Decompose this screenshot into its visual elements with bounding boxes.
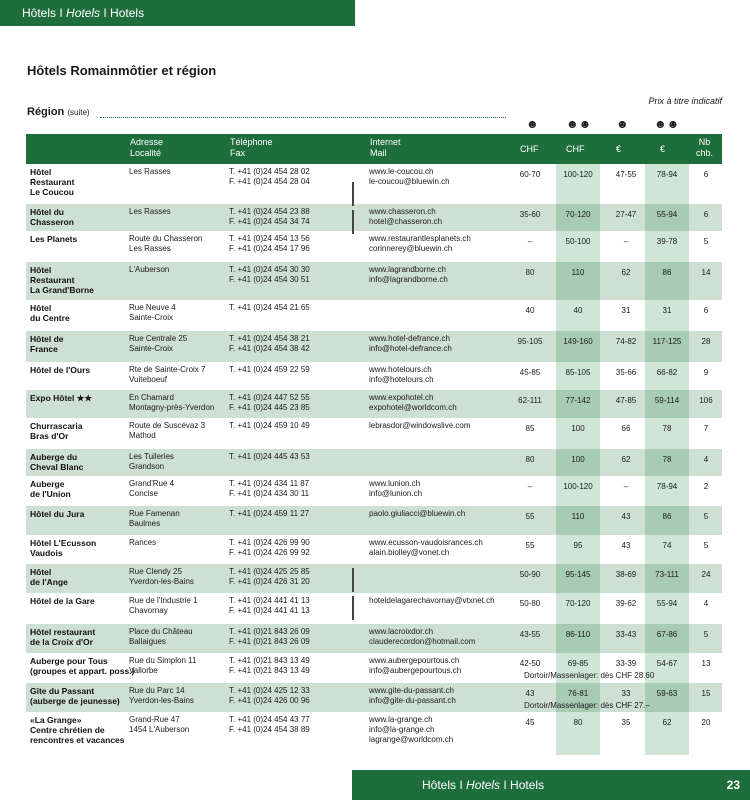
- internet-mail: www.ecusson-vaudoisrances.ch alain.biolley@vonet.ch: [369, 538, 483, 557]
- hotel-name: Hôtel de la Gare: [30, 596, 95, 606]
- price-p3: 38-69: [615, 570, 637, 579]
- price-p1: 55: [525, 512, 535, 521]
- price-p2: 100-120: [563, 482, 593, 491]
- price-p3: 35: [621, 718, 631, 727]
- table-row: [26, 624, 722, 653]
- table-row: [26, 300, 722, 331]
- price-p4: 78-94: [656, 170, 678, 179]
- price-p2: 85-105: [565, 368, 591, 377]
- address: Route du Chasseron Les Rasses: [129, 234, 203, 253]
- table-row: [26, 476, 722, 506]
- col-eur-2: €: [660, 144, 666, 154]
- internet-mail: paolo.giuliacci@bluewin.ch: [369, 509, 466, 518]
- price-p1: 85: [525, 424, 535, 433]
- hotel-name: Auberge de l'Union: [30, 479, 71, 499]
- phone-fax: T. +41 (0)24 426 99 90 F. +41 (0)24 426 99 92: [229, 538, 310, 557]
- price-p3: 35-66: [615, 368, 637, 377]
- price-p3: 39-62: [615, 599, 637, 608]
- rooms-count: 13: [701, 659, 711, 668]
- internet-mail: www.restaurantlesplanets.ch corinnerey@bluewin.ch: [369, 234, 471, 253]
- address: Rances: [129, 538, 157, 547]
- price-p1: 35-60: [519, 210, 541, 219]
- price-p4: 78-94: [656, 482, 678, 491]
- smiley-icon: ☻: [616, 117, 629, 131]
- column-separator: [352, 210, 354, 234]
- rooms-count: 4: [703, 455, 709, 464]
- region-label: Région: [27, 106, 65, 118]
- rooms-count: 28: [701, 337, 711, 346]
- dotted-divider: [100, 117, 506, 118]
- internet-mail: www.la-grange.ch info@la-grange.ch lagrange@worldcom.ch: [369, 715, 454, 744]
- phone-fax: T. +41 (0)24 454 23 88 F. +41 (0)24 454 34 74: [229, 207, 310, 226]
- hotel-name: Expo Hôtel ★★: [30, 393, 92, 403]
- phone-fax: T. +41 (0)24 441 41 13 F. +41 (0)24 441 41 13: [229, 596, 310, 615]
- phone-fax: T. +41 (0)24 454 21 65: [229, 303, 310, 312]
- table-row: [26, 362, 722, 390]
- price-p2: 110: [571, 512, 585, 521]
- hotel-name: Les Planets: [30, 234, 78, 244]
- smiley-icon: ☻☻: [566, 117, 592, 131]
- col-chf-1: CHF: [520, 144, 539, 154]
- rooms-count: 106: [699, 396, 713, 405]
- price-p1: 95-105: [517, 337, 543, 346]
- price-p1: 50-80: [519, 599, 541, 608]
- address: Les Tuileries Grandson: [129, 452, 174, 471]
- price-p2: 100: [571, 455, 585, 464]
- bottom-footer-bar: [352, 770, 750, 800]
- phone-fax: T. +41 (0)24 459 22 59: [229, 365, 310, 374]
- price-p4: 55-94: [656, 599, 678, 608]
- address: Les Rasses: [129, 167, 171, 176]
- price-p4: 55-94: [656, 210, 678, 219]
- phone-fax: T. +41 (0)24 447 52 55 F. +41 (0)24 445 23 85: [229, 393, 310, 412]
- phone-fax: T. +41 (0)24 425 25 85 F. +41 (0)24 426 31 20: [229, 567, 310, 586]
- table-row: [26, 593, 722, 624]
- price-p2: 40: [573, 306, 583, 315]
- price-p4: 54-67: [656, 659, 678, 668]
- col-eur-1: €: [616, 144, 622, 154]
- address: Rue Centrale 25 Sainte-Croix: [129, 334, 188, 353]
- table-row: [26, 418, 722, 449]
- hotel-name: «La Grange» Centre chrétien de rencontres et vacances: [30, 715, 125, 745]
- price-p3: 74-82: [615, 337, 637, 346]
- price-p2: 149-160: [563, 337, 593, 346]
- price-p2: 86-110: [565, 630, 591, 639]
- price-p4: 62: [662, 718, 672, 727]
- price-p2: 95-145: [565, 570, 591, 579]
- header-mid: Hotels: [66, 6, 101, 20]
- column-separator: [352, 182, 354, 206]
- hotel-name: Churrascaria Bras d'Or: [30, 421, 83, 441]
- col-tel: Téléphone Fax: [230, 137, 273, 158]
- hotel-name: Hôtel restaurant de la Croix d'Or: [30, 627, 96, 647]
- internet-mail: www.hotelours.ch info@hotelours.ch: [369, 365, 434, 384]
- footer-suffix: I Hotels: [503, 778, 545, 792]
- price-p3: –: [623, 482, 629, 491]
- table-row: [26, 653, 722, 683]
- price-p4: 86: [662, 268, 672, 277]
- internet-mail: lebrasdor@windowslive.com: [369, 421, 471, 430]
- price-p3: 62: [621, 455, 631, 464]
- price-p4: 39-78: [656, 237, 678, 246]
- table-row: [26, 164, 722, 204]
- footer-label: [422, 770, 544, 800]
- rooms-count: 5: [703, 512, 709, 521]
- header-suffix: I Hotels: [103, 6, 145, 20]
- smiley-icon: ☻: [526, 117, 539, 131]
- internet-mail: www.chasseron.ch hotel@chasseron.ch: [369, 207, 443, 226]
- phone-fax: T. +41 (0)24 454 30 30 F. +41 (0)24 454 30 51: [229, 265, 310, 284]
- hotel-name: Hôtel de France: [30, 334, 64, 354]
- price-p4: 59-114: [654, 396, 680, 405]
- price-p1: 62-111: [518, 396, 542, 405]
- table-header: [26, 134, 722, 164]
- phone-fax: T. +41 (0)24 454 13 56 F. +41 (0)24 454 17 96: [229, 234, 310, 253]
- table-row: [26, 331, 722, 362]
- internet-mail: www.lacroixdor.ch clauderecordon@hotmail.com: [369, 627, 476, 646]
- phone-fax: T. +41 (0)24 454 28 02 F. +41 (0)24 454 28 04: [229, 167, 310, 186]
- price-p3: 47-85: [615, 396, 637, 405]
- price-p3: 31: [621, 306, 631, 315]
- rooms-count: 4: [703, 599, 709, 608]
- address: Grand-Rue 47 1454 L'Auberson: [129, 715, 190, 734]
- price-p1: 60-70: [519, 170, 541, 179]
- address: Grand'Rue 4 Concise: [129, 479, 175, 498]
- phone-fax: T. +41 (0)24 454 38 21 F. +41 (0)24 454 38 42: [229, 334, 310, 353]
- price-p4: 66-82: [656, 368, 678, 377]
- table-row: [26, 712, 722, 757]
- price-note: Prix à titre indicatif: [648, 96, 722, 106]
- price-p1: 43-55: [519, 630, 541, 639]
- price-p4: 74: [662, 541, 672, 550]
- hotel-name: Hôtel du Centre: [30, 303, 70, 323]
- hotel-name: Hôtel L'Ecusson Vaudois: [30, 538, 97, 558]
- price-p1: 45-85: [519, 368, 541, 377]
- internet-mail: www.hotel-defrance.ch info@hotel-defrance.ch: [369, 334, 452, 353]
- address: Rue du Simplon 11 Vallorbe: [129, 656, 197, 675]
- hotel-name: Hôtel du Chasseron: [30, 207, 74, 227]
- rooms-count: 14: [701, 268, 711, 277]
- internet-mail: www.le-coucou.ch le-coucou@bluewin.ch: [369, 167, 450, 186]
- price-p3: 27-47: [615, 210, 637, 219]
- footer-prefix: Hôtels I: [422, 778, 463, 792]
- price-p2: 70-120: [565, 599, 591, 608]
- phone-fax: T. +41 (0)24 445 43 53: [229, 452, 310, 461]
- rooms-count: 6: [703, 170, 709, 179]
- address: Rue Famenan Baulmes: [129, 509, 180, 528]
- col-chf-2: CHF: [566, 144, 585, 154]
- column-separator: [352, 596, 354, 620]
- dormitory-note: Dortoir/Massenlager: dès CHF 27.–: [524, 701, 650, 710]
- table-row: [26, 449, 722, 476]
- rooms-count: 7: [703, 424, 709, 433]
- price-p3: 43: [621, 541, 631, 550]
- rooms-count: 5: [703, 541, 709, 550]
- top-header-bar: [0, 0, 355, 26]
- phone-fax: T. +41 (0)21 843 13 49 F. +41 (0)21 843 13 49: [229, 656, 310, 675]
- rooms-count: 20: [701, 718, 711, 727]
- price-p1: –: [527, 237, 533, 246]
- table-row: [26, 390, 722, 418]
- col-addr: Adresse Localité: [130, 137, 164, 158]
- price-p4: 117-125: [652, 337, 682, 346]
- address: Rte de Sainte-Croix 7 Vuiteboeuf: [129, 365, 206, 384]
- internet-mail: www.lunion.ch info@lunion.ch: [369, 479, 423, 498]
- price-p2: 110: [571, 268, 585, 277]
- table-row: [26, 564, 722, 593]
- table-row: [26, 262, 722, 300]
- address: Place du Château Ballaigues: [129, 627, 193, 646]
- page-title: Hôtels Romainmôtier et région: [27, 63, 217, 78]
- address: Rue de l'Industrie 1 Chavornay: [129, 596, 198, 615]
- price-p1: 42-50: [519, 659, 541, 668]
- hotel-name: Hôtel Restaurant Le Coucou: [30, 167, 75, 197]
- price-p2: 76-81: [567, 689, 589, 698]
- price-p3: 43: [621, 512, 631, 521]
- price-p2: 77-142: [565, 396, 591, 405]
- price-p2: 95: [573, 541, 583, 550]
- internet-mail: hoteldelagarechavornay@vtxnet.ch: [369, 596, 495, 605]
- address: Rue Clendy 25 Yverdon-les-Bains: [129, 567, 194, 586]
- price-p2: 70-120: [565, 210, 591, 219]
- price-p4: 31: [662, 306, 672, 315]
- price-p2: 80: [573, 718, 583, 727]
- smiley-icon: ☻☻: [654, 117, 680, 131]
- price-p3: 62: [621, 268, 631, 277]
- price-p2: 69-85: [567, 659, 589, 668]
- rooms-count: 6: [703, 306, 709, 315]
- internet-mail: www.expohotel.ch expohotel@worldcom.ch: [369, 393, 457, 412]
- price-p1: –: [527, 482, 533, 491]
- address: En Chamard Montagny-près-Yverdon: [129, 393, 215, 412]
- phone-fax: T. +41 (0)24 459 11 27: [229, 509, 310, 518]
- price-p1: 80: [525, 455, 535, 464]
- rooms-count: 2: [703, 482, 709, 491]
- price-p2: 100: [571, 424, 585, 433]
- footer-mid: Hotels: [466, 778, 501, 792]
- price-p1: 45: [525, 718, 535, 727]
- hotel-name: Hôtel Restaurant La Grand'Borne: [30, 265, 94, 295]
- region-heading: [27, 106, 90, 118]
- phone-fax: T. +41 (0)24 425 12 33 F. +41 (0)24 426 00 96: [229, 686, 310, 705]
- phone-fax: T. +41 (0)21 843 26 09 F. +41 (0)21 843 26 09: [229, 627, 310, 646]
- address: Route de Suscévaz 3 Mathod: [129, 421, 206, 440]
- price-p3: 33-43: [615, 630, 637, 639]
- price-p4: 73-111: [655, 570, 679, 579]
- internet-mail: www.lagrandborne.ch info@lagrandborne.ch: [369, 265, 448, 284]
- address: Les Rasses: [129, 207, 171, 216]
- price-p4: 78: [662, 424, 672, 433]
- internet-mail: www.aubergepourtous.ch info@aubergepourtous.ch: [369, 656, 462, 675]
- price-p1: 55: [525, 541, 535, 550]
- address: Rue du Parc 14 Yverdon-les-Bains: [129, 686, 194, 705]
- header-prefix: Hôtels I: [22, 6, 63, 20]
- price-p1: 40: [525, 306, 535, 315]
- price-p1: 43: [525, 689, 535, 698]
- hotel-name: Auberge du Cheval Blanc: [30, 452, 84, 472]
- phone-fax: T. +41 (0)24 454 43 77 F. +41 (0)24 454 38 89: [229, 715, 310, 734]
- price-p3: –: [623, 237, 629, 246]
- price-p3: 47-55: [615, 170, 637, 179]
- price-p3: 66: [621, 424, 631, 433]
- table-row: [26, 231, 722, 262]
- price-p1: 80: [525, 268, 535, 277]
- region-note: (suite): [67, 108, 90, 117]
- hotel-name: Hôtel du Jura: [30, 509, 85, 519]
- price-p4: 59-63: [656, 689, 678, 698]
- table-row: [26, 535, 722, 564]
- price-p3: 33: [621, 689, 631, 698]
- rooms-count: 15: [701, 689, 711, 698]
- dormitory-note: Dortoir/Massenlager: dès CHF 28.60: [524, 671, 655, 680]
- price-p4: 86: [662, 512, 672, 521]
- price-p2: 100-120: [563, 170, 593, 179]
- rooms-count: 6: [703, 210, 709, 219]
- price-p2: 50-100: [565, 237, 591, 246]
- address: Rue Neuve 4 Sainte-Croix: [129, 303, 176, 322]
- rooms-count: 5: [703, 237, 709, 246]
- hotel-name: Auberge pour Tous (groupes et appart. poss.): [30, 656, 135, 676]
- hotel-name: Gîte du Passant (auberge de jeunesse): [30, 686, 120, 706]
- hotel-name: Hôtel de l'Ange: [30, 567, 68, 587]
- table-row: [26, 683, 722, 712]
- price-p3: 33-39: [615, 659, 637, 668]
- price-p1: 50-90: [519, 570, 541, 579]
- phone-fax: T. +41 (0)24 434 11 87 F. +41 (0)24 434 30 11: [229, 479, 310, 498]
- price-p4: 67-86: [656, 630, 678, 639]
- address: L'Auberson: [129, 265, 170, 274]
- table-row: [26, 204, 722, 231]
- rooms-count: 5: [703, 630, 709, 639]
- phone-fax: T. +41 (0)24 459 10 49: [229, 421, 310, 430]
- rooms-count: 24: [701, 570, 711, 579]
- price-p4: 78: [662, 455, 672, 464]
- hotel-name: Hôtel de l'Ours: [30, 365, 91, 375]
- rooms-count: 9: [703, 368, 709, 377]
- page-number: 23: [726, 778, 740, 792]
- col-web: Internet Mail: [370, 137, 401, 158]
- column-separator: [352, 568, 354, 592]
- internet-mail: www.gite-du-passant.ch info@gite-du-passant.ch: [369, 686, 456, 705]
- col-nb: Nb chb.: [696, 137, 714, 158]
- table-row: [26, 506, 722, 535]
